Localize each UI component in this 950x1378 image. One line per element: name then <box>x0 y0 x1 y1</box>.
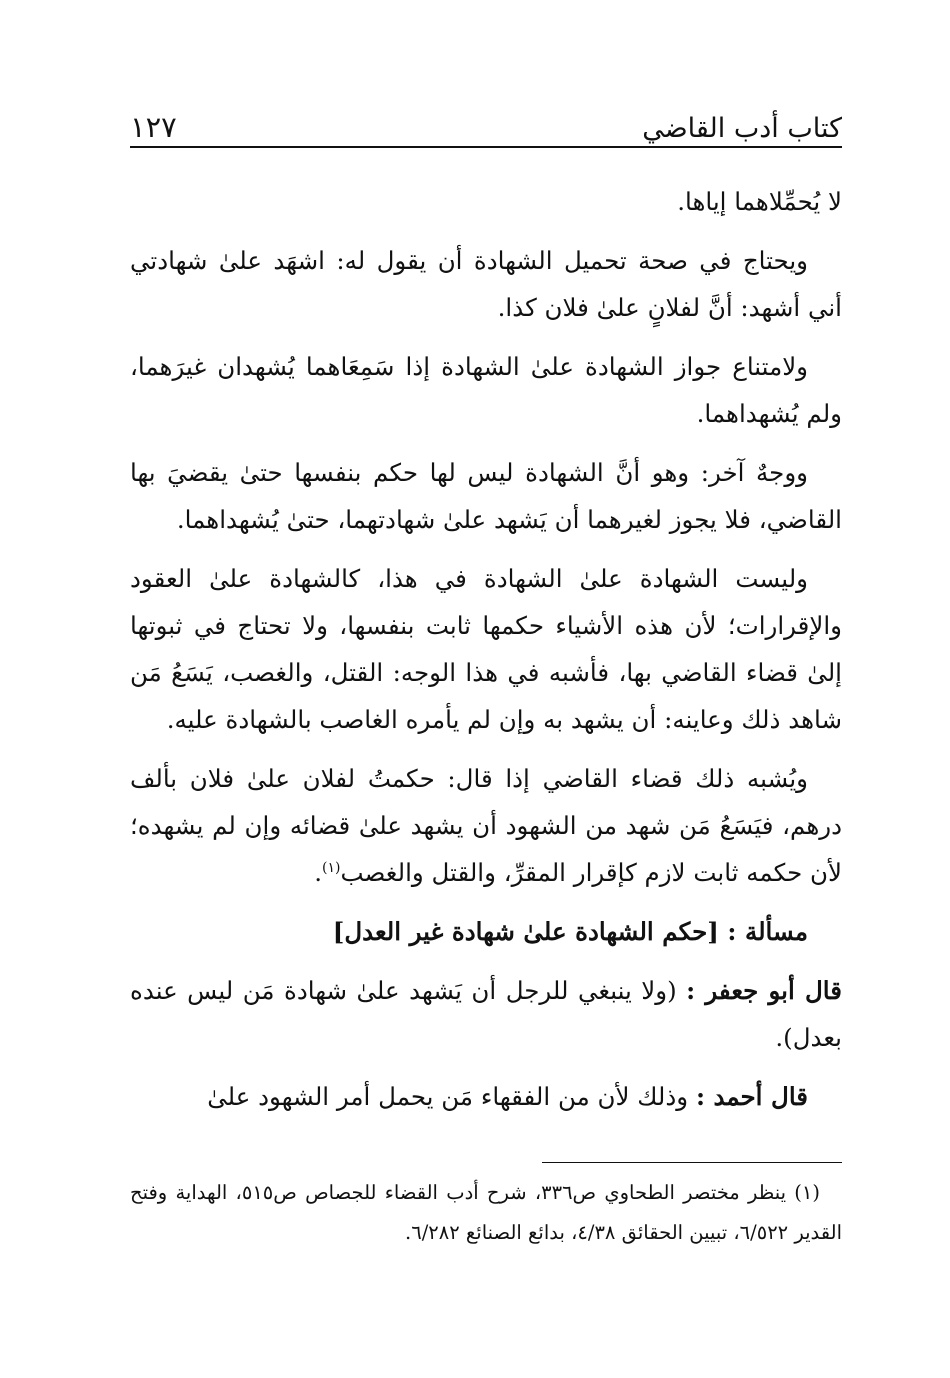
quote-ahmad <box>130 1073 842 1120</box>
header-title: كتاب أدب القاضي <box>642 113 842 144</box>
issue-label: مسألة : <box>727 917 808 946</box>
speaker-ahmad: قال أحمد : <box>695 1082 808 1111</box>
header-rule <box>130 146 842 148</box>
paragraph-6-end: . <box>314 858 323 887</box>
book-page <box>130 100 842 1253</box>
quote-abu-jafar <box>130 967 842 1061</box>
running-header <box>130 100 842 144</box>
main-text <box>130 178 842 1120</box>
paragraph-4: ووجهٌ آخر: وهو أنَّ الشهادة ليس لها حكم بنفسها حتىٰ يقضيَ بها القاضي، فلا يجوز لغيرهما أن يَشهد علىٰ شهادتهما، حتىٰ يُشهداهما. <box>130 458 842 534</box>
footnote-rule <box>542 1162 842 1163</box>
paragraph-6-text: ويُشبه ذلك قضاء القاضي إذا قال: حكمتُ لفلان علىٰ فلان بألف درهم، فيَسَعُ مَن شهد من الشهود أن يشهد علىٰ قضائه وإن لم يشهده؛ لأن حكمه ثابت لازم كإقرار المقرِّ، والقتل والغصب <box>130 764 842 887</box>
paragraph-3: ولامتناع جواز الشهادة علىٰ الشهادة إذا سَمِعَاهما يُشهدان غيرَهما، ولم يُشهداهما. <box>130 352 842 428</box>
footnote: (١) ينظر مختصر الطحاوي ص٣٣٦، شرح أدب القضاء للجصاص ص٥١٥، الهداية وفتح القدير ٦/٥٢٢، تبيين الحقائق ٤/٣٨، بدائع الصنائع ٦/٢٨٢. <box>130 1181 842 1244</box>
paragraph-6 <box>130 755 842 896</box>
paragraph-5: وليست الشهادة علىٰ الشهادة في هذا، كالشهادة علىٰ العقود والإقرارات؛ لأن هذه الأشياء حكمها ثابت بنفسها، ولا تحتاج في ثبوتها إلىٰ قضاء القاضي بها، فأشبه في هذا الوجه: القتل، والغصب، يَسَعُ مَن شاهد ذلك وعاينه: أن يشهد به وإن لم يأمره الغاصب بالشهادة عليه. <box>130 564 842 734</box>
footnote-ref: (١) <box>322 859 341 876</box>
issue-heading <box>130 908 842 955</box>
paragraph-1: لا يُحمِّلاهما إياها. <box>677 187 842 216</box>
page-number: ١٢٧ <box>130 110 177 144</box>
quote-abu-jafar-text: (ولا ينبغي للرجل أن يَشهد علىٰ شهادة مَن ليس عنده بعدل). <box>130 976 842 1052</box>
issue-title: [حكم الشهادة علىٰ شهادة غير العدل] <box>332 917 719 946</box>
speaker-abu-jafar: قال أبو جعفر : <box>686 976 842 1005</box>
quote-ahmad-text: وذلك لأن من الفقهاء مَن يحمل أمر الشهود علىٰ <box>207 1082 689 1111</box>
paragraph-2: ويحتاج في صحة تحميل الشهادة أن يقول له: اشهَد علىٰ شهادتي أني أشهد: أنَّ لفلانٍ علىٰ فلان كذا. <box>130 246 842 322</box>
